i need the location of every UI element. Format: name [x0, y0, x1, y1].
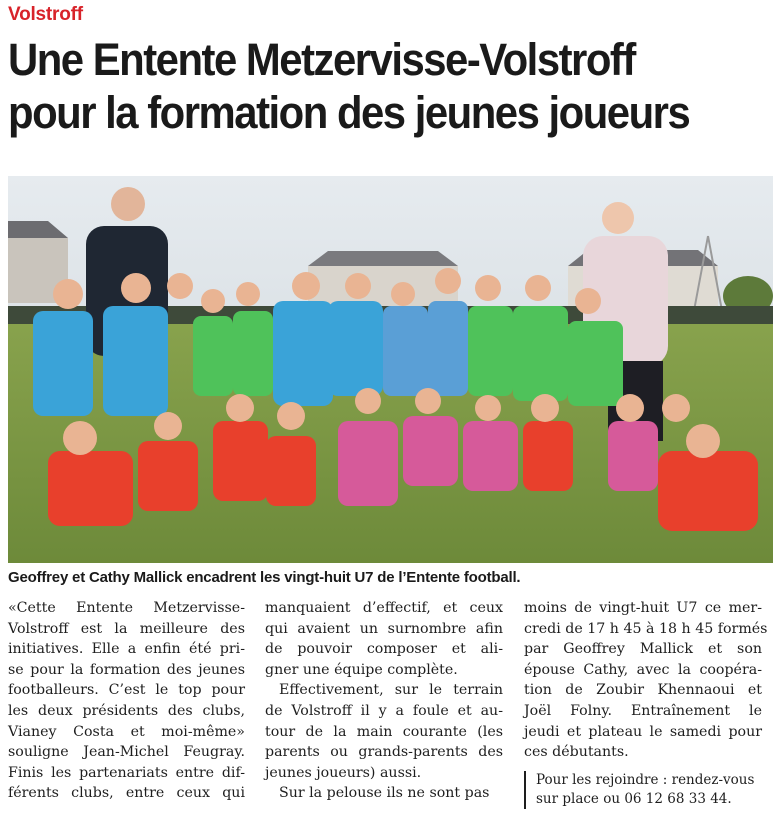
text-line: épouse Cathy, avec la coopéra- — [524, 661, 762, 678]
text-line: par Geoffrey Mallick et son — [524, 641, 762, 658]
contact-info-line: sur place ou 06 12 68 33 44. — [536, 791, 732, 807]
text-line: Finis les partenariats entre dif- — [8, 764, 245, 781]
article-headline — [8, 33, 724, 139]
text-line: credi de 17 h 45 à 18 h 45 formés — [524, 620, 768, 637]
text-line: férents clubs, entre ceux qui — [8, 785, 245, 802]
text-line: de Volstroff il y a foule et au- — [265, 702, 503, 719]
text-line: se pour la formation des jeunes — [8, 661, 245, 678]
text-line: Effectivement, sur le terrain — [279, 682, 503, 699]
text-line: Volstroff est la meilleure des — [8, 620, 245, 637]
text-line: initiatives. Elle a enfin été pri- — [8, 641, 245, 658]
photo-caption: Geoffrey et Cathy Mallick encadrent les vingt-huit U7 de l’Entente football. — [8, 569, 521, 586]
text-line: jeunes joueurs) aussi. — [265, 764, 422, 781]
text-line: qui avaient un surnombre afin — [265, 620, 503, 637]
text-line: Vianey Costa et moi-même» — [8, 723, 245, 740]
article-column-2 — [265, 598, 503, 804]
text-line: footballeurs. C’est le top pour — [8, 682, 245, 699]
text-line: jeudi et plateau le samedi pour — [524, 723, 762, 740]
text-line: souligne Jean-Michel Feugray. — [8, 744, 245, 761]
text-line: manquaient d’effectif, et ceux — [265, 600, 503, 616]
text-line: tour de la main courante (les — [265, 723, 503, 740]
text-line: tion de Zoubir Khennaoui et — [524, 682, 762, 699]
contact-info-line: Pour les rejoindre : rendez-vous — [536, 772, 755, 788]
section-kicker: Volstroff — [8, 4, 83, 25]
text-line: ces débutants. — [524, 744, 629, 761]
text-line: «Cette Entente Metzervisse- — [8, 600, 245, 616]
text-line: Sur la pelouse ils ne sont pas — [279, 785, 490, 802]
text-line: moins de vingt-huit U7 ce mer- — [524, 600, 762, 616]
team-photo — [8, 176, 773, 563]
contact-info-box — [524, 771, 776, 809]
text-line: gner une équipe complète. — [265, 661, 458, 678]
text-line: Joël Folny. Entraînement le — [524, 702, 762, 719]
text-line: de pouvoir composer et ali- — [265, 641, 503, 658]
headline-line-2: pour la formation des jeunes joueurs — [8, 87, 690, 138]
text-line: les deux présidents des clubs, — [8, 702, 245, 719]
text-line: parents ou grands-parents des — [265, 744, 503, 761]
article-column-3 — [524, 598, 768, 763]
headline-line-1: Une Entente Metzervisse-Volstroff — [8, 34, 635, 85]
article-column-1 — [8, 598, 245, 804]
